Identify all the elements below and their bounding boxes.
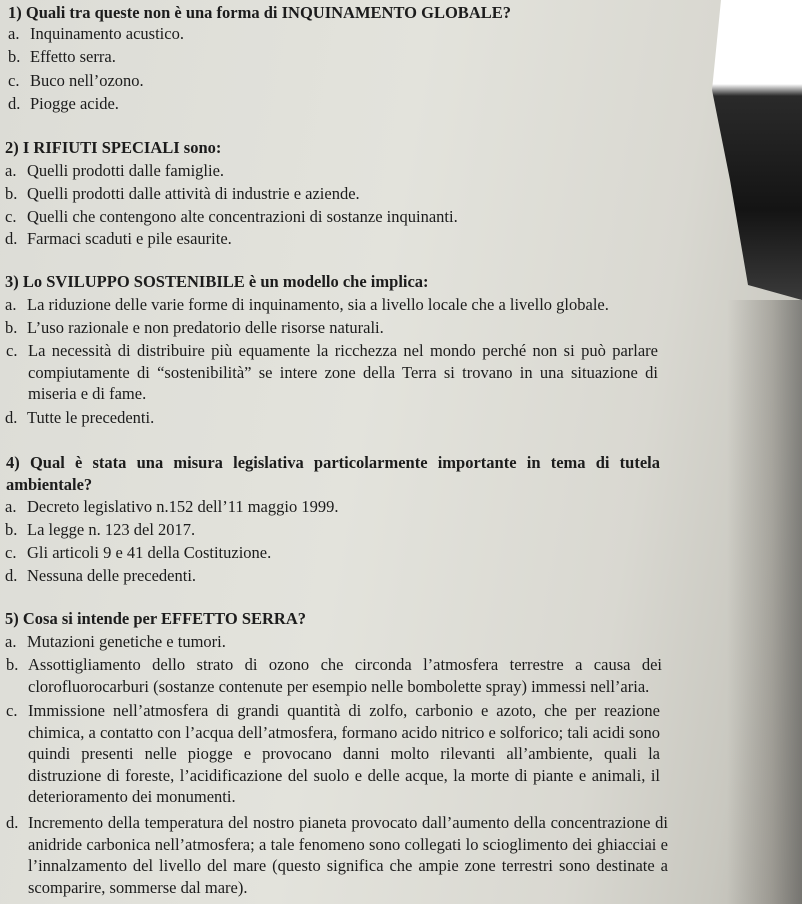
question-1-option-c: c. Buco nell’ozono. <box>8 71 144 90</box>
question-1-option-d: d. Piogge acide. <box>8 94 119 113</box>
question-5-option-a: a. Mutazioni genetiche e tumori. <box>5 632 226 651</box>
question-4-option-b: b. La legge n. 123 del 2017. <box>5 520 196 539</box>
question-5-title: 5) Cosa si intende per EFFETTO SERRA? <box>5 609 307 628</box>
question-3-title: 3) Lo SVILUPPO SOSTENIBILE è un modello che implica: <box>5 272 429 291</box>
question-4-option-c: c. Gli articoli 9 e 41 della Costituzione. <box>5 543 272 562</box>
question-3-option-c: c. La necessità di distribuire più equamente la ricchezza nel mondo perché non si può parlare compiutamente di “sostenibilità” se intere zone della Terra si trovano in una situazione di miseria e di fame. <box>6 341 658 403</box>
question-2-option-b: b. Quelli prodotti dalle attività di industrie e aziende. <box>5 184 360 203</box>
question-4-title: 4) Qual è stata una misura legislativa particolarmente importante in tema di tutela ambientale? <box>6 453 660 494</box>
question-5-option-b: b. Assottigliamento dello strato di ozono che circonda l’atmosfera terrestre a causa dei clorofluorocarburi (sostanze contenute per esempio nelle bombolette spray) immessi nell’aria. <box>6 655 662 696</box>
question-4-option-d: d. Nessuna delle precedenti. <box>5 566 197 585</box>
question-2-option-c: c. Quelli che contengono alte concentrazioni di sostanze inquinanti. <box>5 207 458 226</box>
question-5-option-d: d. Incremento della temperatura del nostro pianeta provocato dall’aumento della concentrazione di anidride carbonica nell’atmosfera; a tale fenomeno sono collegati lo scioglimento dei ghiacciai e l’innalzamento del livello del mare (questo significa che ampie zone terrestri sono destinate a scomparire, sommerse dal mare). <box>6 813 668 897</box>
question-2-title: 2) I RIFIUTI SPECIALI sono: <box>5 138 222 157</box>
question-1-title: 1) Quali tra queste non è una forma di INQUINAMENTO GLOBALE? <box>8 3 511 22</box>
question-1-option-b: b. Effetto serra. <box>8 47 116 66</box>
question-5-option-c: c. Immissione nell’atmosfera di grandi quantità di zolfo, carbonio e azoto, che per reazione chimica, a contatto con l’acqua dell’atmosfera, formano acido nitrico e solforico; tali acidi sono quindi presenti nelle piogge e provocano danni molto rilevanti all’ambiente, quali la distruzione di foreste, l’acidificazione del suolo e delle acque, la morte di piante e animali, il deterioramento dei monumenti. <box>6 701 660 806</box>
question-3-option-d: d. Tutte le precedenti. <box>5 408 155 427</box>
question-2-option-d: d. Farmaci scaduti e pile esaurite. <box>5 229 232 248</box>
question-1-option-a: a. Inquinamento acustico. <box>8 24 184 43</box>
question-4-option-a: a. Decreto legislativo n.152 dell’11 maggio 1999. <box>5 497 339 516</box>
question-3-option-a: a. La riduzione delle varie forme di inquinamento, sia a livello locale che a livello globale. <box>5 295 609 314</box>
question-3-option-b: b. L’uso razionale e non predatorio delle risorse naturali. <box>5 318 384 337</box>
question-2-option-a: a. Quelli prodotti dalle famiglie. <box>5 161 225 180</box>
